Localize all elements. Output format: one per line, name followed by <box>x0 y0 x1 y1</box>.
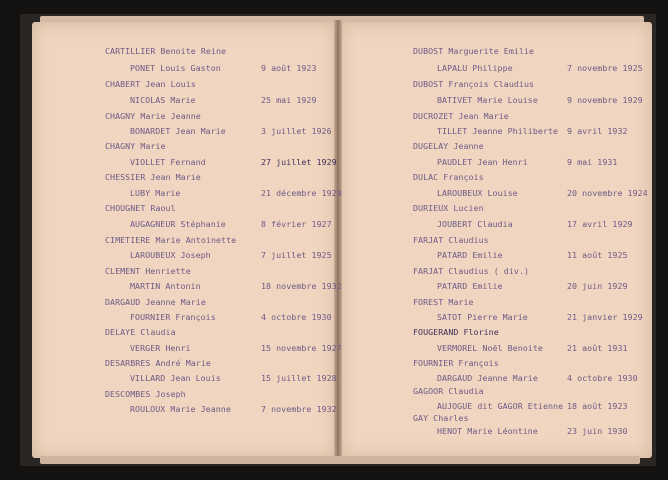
entry-date: 9 août 1923 <box>261 63 317 73</box>
entry-date: 8 février 1927 <box>261 219 332 229</box>
entry-date: 4 octobre 1930 <box>567 373 638 383</box>
entry-date: 21 janvier 1929 <box>567 312 643 322</box>
parent-name: CHAGNY Marie Jeanne <box>105 111 201 121</box>
entry-date: 17 avril 1929 <box>567 219 633 229</box>
child-name: FOURNIER François <box>130 312 216 322</box>
child-name: AUJOGUE dit GAGOR Etienne <box>437 401 564 411</box>
child-name: MARTIN Antonin <box>130 281 201 291</box>
parent-name: DESARBRES André Marie <box>105 358 211 368</box>
child-name: JOUBERT Claudia <box>437 219 513 229</box>
entry-date: 7 novembre 1925 <box>567 63 643 73</box>
parent-name: DESCOMBES Joseph <box>105 389 186 399</box>
entry-date: 20 novembre 1924 <box>567 188 648 198</box>
parent-name: CHOUGNET Raoul <box>105 203 176 213</box>
child-name: AUGAGNEUR Stéphanie <box>130 219 226 229</box>
child-name: VERMOREL Noël Benoite <box>437 343 543 353</box>
parent-name: FOURNIER François <box>413 358 499 368</box>
child-name: VERGER Henri <box>130 343 191 353</box>
child-name: LUBY Marie <box>130 188 181 198</box>
child-name: DARGAUD Jeanne Marie <box>437 373 538 383</box>
child-name: TILLET Jeanne Philiberte <box>437 126 559 136</box>
entry-date: 7 novembre 1932 <box>261 404 337 414</box>
child-name: VIOLLET Fernand <box>130 157 206 167</box>
parent-name: DELAYE Claudia <box>105 327 176 337</box>
entry-date: 23 juin 1930 <box>567 426 628 436</box>
child-name: HENOT Marie Léontine <box>437 426 538 436</box>
parent-name: CHAGNY Marie <box>105 141 166 151</box>
parent-name: DURIEUX Lucien <box>413 203 484 213</box>
child-name: VILLARD Jean Louis <box>130 373 221 383</box>
child-name: PAUDLET Jean Henri <box>437 157 528 167</box>
entry-date: 4 octobre 1930 <box>261 312 332 322</box>
entry-date: 25 mai 1929 <box>261 95 317 105</box>
page-edge-bottom <box>40 456 640 464</box>
parent-name: FOREST Marie <box>413 297 474 307</box>
child-name: BONARDET Jean Marie <box>130 126 226 136</box>
parent-name: CARTILLIER Benoite Reine <box>105 46 227 56</box>
child-name: BATIVET Marie Louise <box>437 95 538 105</box>
entry-date: 15 juillet 1928 <box>261 373 337 383</box>
parent-name: FARJAT Claudius <box>413 235 489 245</box>
child-name: LAPALU Philippe <box>437 63 513 73</box>
parent-name: CIMETIERE Marie Antoinette <box>105 235 237 245</box>
parent-name: CHESSIER Jean Marie <box>105 172 201 182</box>
entry-date: 3 juillet 1926 <box>261 126 332 136</box>
child-name: LAROUBEUX Louise <box>437 188 518 198</box>
entry-date: 9 avril 1932 <box>567 126 628 136</box>
parent-name: DUCROZET Jean Marie <box>413 111 509 121</box>
parent-name: DUGELAY Jeanne <box>413 141 484 151</box>
parent-name: GAY Charles <box>413 413 469 423</box>
child-name: ROULOUX Marie Jeanne <box>130 404 231 414</box>
child-name: SATOT Pierre Marie <box>437 312 528 322</box>
parent-name: GAGOOR Claudia <box>413 386 484 396</box>
entry-date: 9 mai 1931 <box>567 157 618 167</box>
parent-name: DUBOST François Claudius <box>413 79 535 89</box>
parent-name: FOUGERAND Florine <box>413 327 499 337</box>
entry-date: 27 juillet 1929 <box>261 157 337 167</box>
parent-name: CLEMENT Henriette <box>105 266 191 276</box>
parent-name: DULAC François <box>413 172 484 182</box>
entry-date: 18 août 1923 <box>567 401 628 411</box>
entry-date: 21 décembre 1929 <box>261 188 342 198</box>
entry-date: 20 juin 1929 <box>567 281 628 291</box>
child-name: PONET Louis Gaston <box>130 63 221 73</box>
parent-name: DUBOST Marguerite Emilie <box>413 46 535 56</box>
parent-name: DARGAUD Jeanne Marie <box>105 297 206 307</box>
entry-date: 7 juillet 1925 <box>261 250 332 260</box>
entry-date: 21 août 1931 <box>567 343 628 353</box>
entry-date: 18 novembre 1932 <box>261 281 342 291</box>
parent-name: FARJAT Claudius ( div.) <box>413 266 530 276</box>
child-name: PATARD Emilie <box>437 250 503 260</box>
child-name: NICOLAS Marie <box>130 95 196 105</box>
child-name: LAROUBEUX Joseph <box>130 250 211 260</box>
entry-date: 11 août 1925 <box>567 250 628 260</box>
parent-name: CHABERT Jean Louis <box>105 79 196 89</box>
book-gutter <box>334 20 342 460</box>
entry-date: 15 novembre 1927 <box>261 343 342 353</box>
child-name: PATARD Emilie <box>437 281 503 291</box>
entry-date: 9 novembre 1929 <box>567 95 643 105</box>
